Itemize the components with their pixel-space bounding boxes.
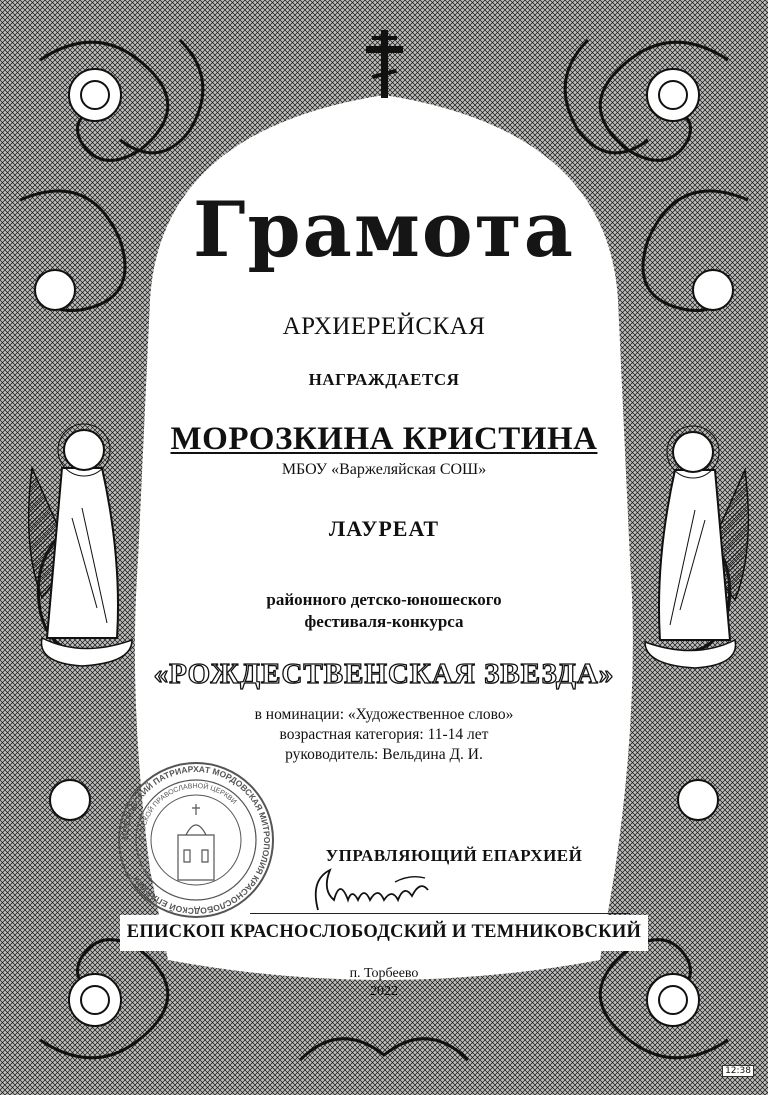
signature-line xyxy=(250,913,630,914)
certificate-title xyxy=(0,185,768,274)
nomination: в номинации: «Художественное слово» xyxy=(254,706,514,723)
issue-year: 2022 xyxy=(370,984,398,999)
school-name: МБОУ «Варжеляйская СОШ» xyxy=(281,461,487,478)
signature xyxy=(300,860,440,920)
recipient-name xyxy=(0,421,768,458)
scan-timestamp: 12:38 xyxy=(722,1065,754,1077)
signatory-position: УПРАВЛЯЮЩИЙ ЕПАРХИЕЙ xyxy=(325,846,583,865)
diocese-seal xyxy=(116,760,276,920)
signatory-title: ЕПИСКОП КРАСНОСЛОБОДСКИЙ И ТЕМНИКОВСКИЙ xyxy=(126,922,642,942)
seal-outer-text: МОСКОВСКИЙ ПАТРИАРХАТ МОРДОВСКАЯ МИТРОПОЛИЯ КРАСНОСЛОБОДСКОЙ ЕПАРХИИ xyxy=(119,763,273,917)
recipient-name-text: МОРОЗКИНА КРИСТИНА xyxy=(170,421,598,457)
church-icon xyxy=(178,804,214,880)
age-category: возрастная категория: 11-14 лет xyxy=(279,726,489,743)
awarded-label: НАГРАЖДАЕТСЯ xyxy=(308,370,460,389)
festival-name: «РОЖДЕСТВЕНСКАЯ ЗВЕЗДА» xyxy=(153,658,615,690)
competition-line-1: районного детско-юношеского xyxy=(266,590,502,609)
certificate-title-text: Грамота xyxy=(193,185,575,274)
certificate-subtitle: АРХИЕРЕЙСКАЯ xyxy=(282,313,486,340)
seal-inner-text: РУССКОЙ ПРАВОСЛАВНОЙ ЦЕРКВИ xyxy=(138,782,238,841)
issue-place: п. Торбеево xyxy=(349,966,419,981)
award-status: ЛАУРЕАТ xyxy=(328,516,440,541)
supervisor: руководитель: Вельдина Д. И. xyxy=(285,746,483,763)
competition-line-2: фестиваля-конкурса xyxy=(304,612,464,631)
